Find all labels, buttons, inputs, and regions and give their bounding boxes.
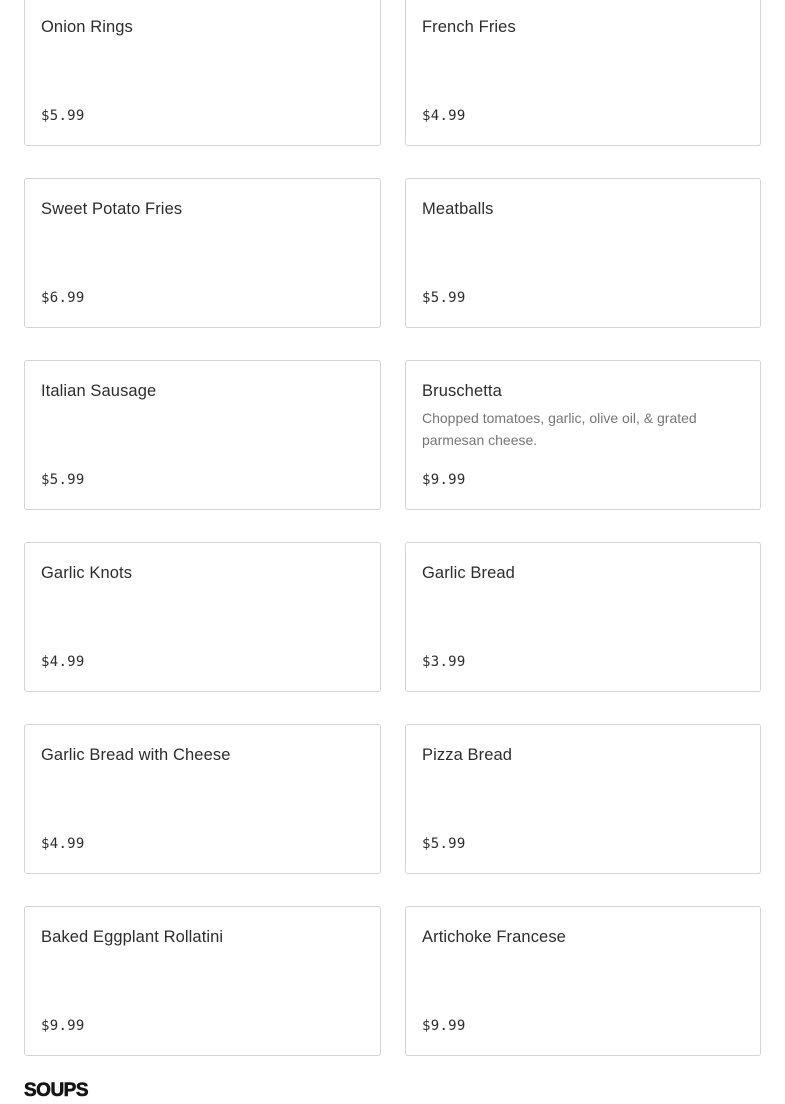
menu-item-price: $5.99	[41, 472, 85, 488]
menu-item-card-meatballs[interactable]	[405, 178, 761, 328]
menu-item-card-onion-rings[interactable]	[24, 0, 381, 146]
menu-item-price: $6.99	[41, 290, 85, 306]
menu-item-price: $5.99	[422, 290, 466, 306]
menu-item-name: French Fries	[422, 18, 516, 36]
menu-item-price: $3.99	[422, 654, 466, 670]
menu-item-price: $9.99	[422, 1018, 466, 1034]
menu-item-name: Baked Eggplant Rollatini	[41, 928, 224, 946]
menu-item-name: Onion Rings	[41, 18, 133, 36]
menu-item-price: $5.99	[41, 108, 85, 124]
menu-item-card-french-fries[interactable]	[405, 0, 761, 146]
menu-item-name: Bruschetta	[422, 382, 502, 400]
menu-item-price: $5.99	[422, 836, 466, 852]
menu-item-name: Pizza Bread	[422, 746, 513, 764]
menu-item-price: $9.99	[41, 1018, 85, 1034]
menu-item-name: Meatballs	[422, 200, 494, 218]
menu-item-name: Garlic Knots	[41, 564, 133, 582]
menu-item-name: Italian Sausage	[41, 382, 157, 400]
menu-item-price: $4.99	[41, 654, 85, 670]
menu-item-name: Garlic Bread with Cheese	[41, 746, 231, 764]
menu-item-price: $4.99	[41, 836, 85, 852]
menu-item-price: $4.99	[422, 108, 466, 124]
menu-item-card-baked-eggplant-rollatini[interactable]	[24, 906, 381, 1056]
menu-item-card-garlic-knots[interactable]	[24, 542, 381, 692]
section-heading-soups: SOUPS	[24, 1080, 89, 1101]
menu-item-card-artichoke-francese[interactable]	[405, 906, 761, 1056]
menu-item-card-garlic-bread-with-cheese[interactable]	[24, 724, 381, 874]
menu-item-card-garlic-bread[interactable]	[405, 542, 761, 692]
menu-item-name: Garlic Bread	[422, 564, 515, 582]
menu-item-grid	[24, 0, 761, 1056]
menu-item-card-italian-sausage[interactable]	[24, 360, 381, 510]
menu-item-price: $9.99	[422, 472, 466, 488]
menu-item-card-bruschetta[interactable]	[405, 360, 761, 510]
menu-item-card-pizza-bread[interactable]	[405, 724, 761, 874]
menu-item-description: Chopped tomatoes, garlic, olive oil, & grated parmesan cheese.	[422, 410, 697, 448]
menu-item-card-sweet-potato-fries[interactable]	[24, 178, 381, 328]
menu-item-name: Sweet Potato Fries	[41, 200, 183, 218]
menu-item-name: Artichoke Francese	[422, 928, 566, 946]
